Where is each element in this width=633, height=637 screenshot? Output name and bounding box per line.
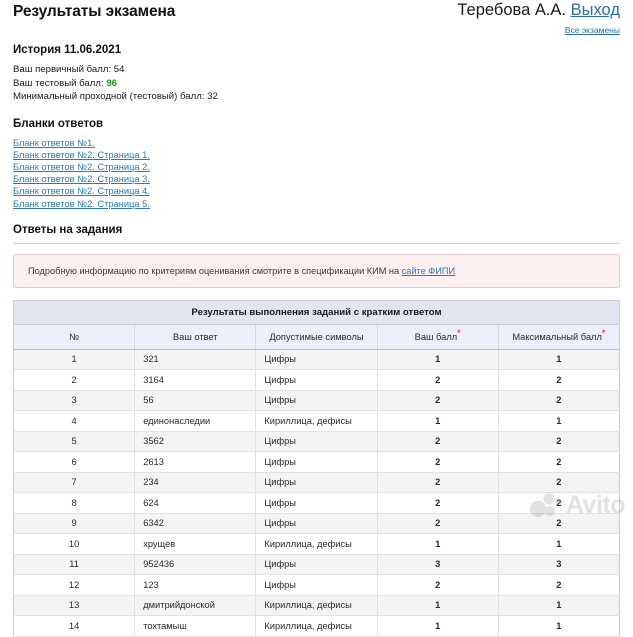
cell-max-score: 1 [498, 534, 619, 555]
answers-section-title: Ответы на задания [13, 223, 123, 236]
avito-watermark-text: Avito [565, 490, 625, 519]
cell-answer: 56 [135, 390, 256, 411]
cell-score: 2 [377, 370, 498, 391]
cell-max-score: 3 [498, 554, 619, 575]
cell-number: 3 [14, 390, 135, 411]
cell-number: 14 [14, 616, 135, 637]
cell-symbols: Кириллица, дефисы [256, 411, 377, 432]
cell-number: 9 [14, 513, 135, 534]
test-score-label: Ваш тестовый балл: [13, 77, 104, 89]
cell-number: 4 [14, 411, 135, 432]
table-row [14, 349, 620, 370]
cell-number: 6 [14, 452, 135, 473]
blank-link[interactable]: Бланк ответов №2. Страница 1. [13, 149, 150, 160]
cell-score: 1 [377, 349, 498, 370]
min-passing-score: Минимальный проходной (тестовый) балл: 32 [13, 91, 218, 102]
cell-answer: 952436 [135, 554, 256, 575]
cell-symbols: Цифры [256, 452, 377, 473]
cell-answer: единонаследии [135, 411, 256, 432]
table-row [14, 554, 620, 575]
table-title-row [14, 300, 620, 324]
cell-symbols: Цифры [256, 431, 377, 452]
blank-link[interactable]: Бланк ответов №2. Страница 4. [13, 186, 150, 197]
cell-score: 2 [377, 431, 498, 452]
table-row [14, 575, 620, 596]
cell-score: 2 [377, 452, 498, 473]
cell-answer: тохтамыш [135, 616, 256, 637]
cell-score: 3 [377, 554, 498, 575]
cell-symbols: Цифры [256, 513, 377, 534]
cell-symbols: Кириллица, дефисы [256, 595, 377, 616]
column-header-score [377, 324, 498, 349]
table-row [14, 534, 620, 555]
page-header [13, 0, 620, 44]
cell-score: 2 [377, 575, 498, 596]
short-answer-results-table [13, 300, 620, 637]
cell-number: 8 [14, 493, 135, 514]
all-exams-link[interactable]: Все экзамены [564, 25, 620, 35]
cell-score: 2 [377, 493, 498, 514]
cell-answer: хрущев [135, 534, 256, 555]
cell-number: 11 [14, 554, 135, 575]
user-line [457, 0, 620, 20]
column-header-score-label: Ваш балл [414, 331, 458, 342]
cell-number: 13 [14, 595, 135, 616]
cell-max-score: 2 [498, 431, 619, 452]
blank-links-list [13, 137, 620, 210]
cell-max-score: 2 [498, 472, 619, 493]
cell-score: 1 [377, 616, 498, 637]
blank-link[interactable]: Бланк ответов №1. [13, 137, 95, 148]
cell-max-score: 2 [498, 390, 619, 411]
cell-number: 10 [14, 534, 135, 555]
cell-answer: 321 [135, 349, 256, 370]
cell-score: 2 [377, 390, 498, 411]
page-title: Результаты экзамена [13, 3, 176, 20]
required-asterisk: * [601, 327, 606, 338]
cell-symbols: Кириллица, дефисы [256, 616, 377, 637]
cell-answer: 3164 [135, 370, 256, 391]
cell-symbols: Цифры [256, 575, 377, 596]
cell-symbols: Цифры [256, 370, 377, 391]
table-row [14, 472, 620, 493]
cell-number: 2 [14, 370, 135, 391]
table-column-header-row [14, 324, 620, 349]
cell-max-score: 2 [498, 575, 619, 596]
column-header-number: № [14, 324, 135, 349]
user-name: Теребова А.А. [457, 1, 567, 19]
cell-answer: 123 [135, 575, 256, 596]
cell-answer: 234 [135, 472, 256, 493]
cell-score: 2 [377, 472, 498, 493]
table-row [14, 390, 620, 411]
table-row [14, 452, 620, 473]
cell-answer: 6342 [135, 513, 256, 534]
cell-max-score: 1 [498, 349, 619, 370]
table-row [14, 431, 620, 452]
cell-number: 12 [14, 575, 135, 596]
required-asterisk: * [457, 327, 461, 338]
cell-score: 1 [377, 534, 498, 555]
test-score [13, 77, 620, 91]
blank-link[interactable]: Бланк ответов №2. Страница 5. [13, 198, 150, 209]
cell-number: 7 [14, 472, 135, 493]
table-body [14, 349, 620, 636]
cell-answer: дмитрийдонской [135, 595, 256, 616]
criteria-notice-text: Подробную информацию по критериям оценивания смотрите в спецификации КИМ на [28, 265, 400, 276]
cell-number: 1 [14, 349, 135, 370]
cell-answer: 3562 [135, 431, 256, 452]
cell-symbols: Цифры [256, 554, 377, 575]
column-header-answer: Ваш ответ [135, 324, 256, 349]
table-row [14, 370, 620, 391]
cell-score: 1 [377, 411, 498, 432]
user-block [457, 0, 620, 35]
fipi-site-link[interactable]: сайте ФИПИ [401, 265, 456, 276]
cell-max-score: 2 [498, 370, 619, 391]
cell-symbols: Кириллица, дефисы [256, 534, 377, 555]
blank-link[interactable]: Бланк ответов №2. Страница 2. [13, 161, 150, 172]
cell-symbols: Цифры [256, 493, 377, 514]
table-title: Результаты выполнения заданий с кратким ответом [14, 300, 620, 324]
cell-max-score: 2 [498, 513, 619, 534]
table-row [14, 595, 620, 616]
cell-symbols: Цифры [256, 349, 377, 370]
blank-link[interactable]: Бланк ответов №2. Страница 3. [13, 174, 150, 185]
column-header-max-score [498, 324, 619, 349]
cell-symbols: Цифры [256, 472, 377, 493]
table-row [14, 493, 620, 514]
cell-answer: 2613 [135, 452, 256, 473]
table-row [14, 513, 620, 534]
primary-score: Ваш первичный балл: 54 [13, 64, 125, 75]
cell-number: 5 [14, 431, 135, 452]
test-score-value: 96 [106, 77, 117, 89]
table-head [14, 300, 620, 349]
cell-score: 2 [377, 513, 498, 534]
cell-max-score: 1 [498, 595, 619, 616]
table-row [14, 411, 620, 432]
cell-max-score: 2 [498, 493, 619, 514]
column-header-symbols: Допустимые символы [256, 324, 377, 349]
cell-answer: 624 [135, 493, 256, 514]
cell-max-score: 1 [498, 616, 619, 637]
cell-max-score: 1 [498, 411, 619, 432]
cell-max-score: 2 [498, 452, 619, 473]
logout-link[interactable]: Выход [570, 1, 620, 19]
criteria-notice [13, 254, 620, 288]
section-divider [13, 243, 620, 244]
table-row [14, 616, 620, 637]
blanks-section-title: Бланки ответов [13, 117, 104, 130]
column-header-max-score-label: Максимальный балл [512, 331, 602, 342]
exam-name: История 11.06.2021 [13, 44, 122, 56]
cell-score: 1 [377, 595, 498, 616]
cell-symbols: Цифры [256, 390, 377, 411]
